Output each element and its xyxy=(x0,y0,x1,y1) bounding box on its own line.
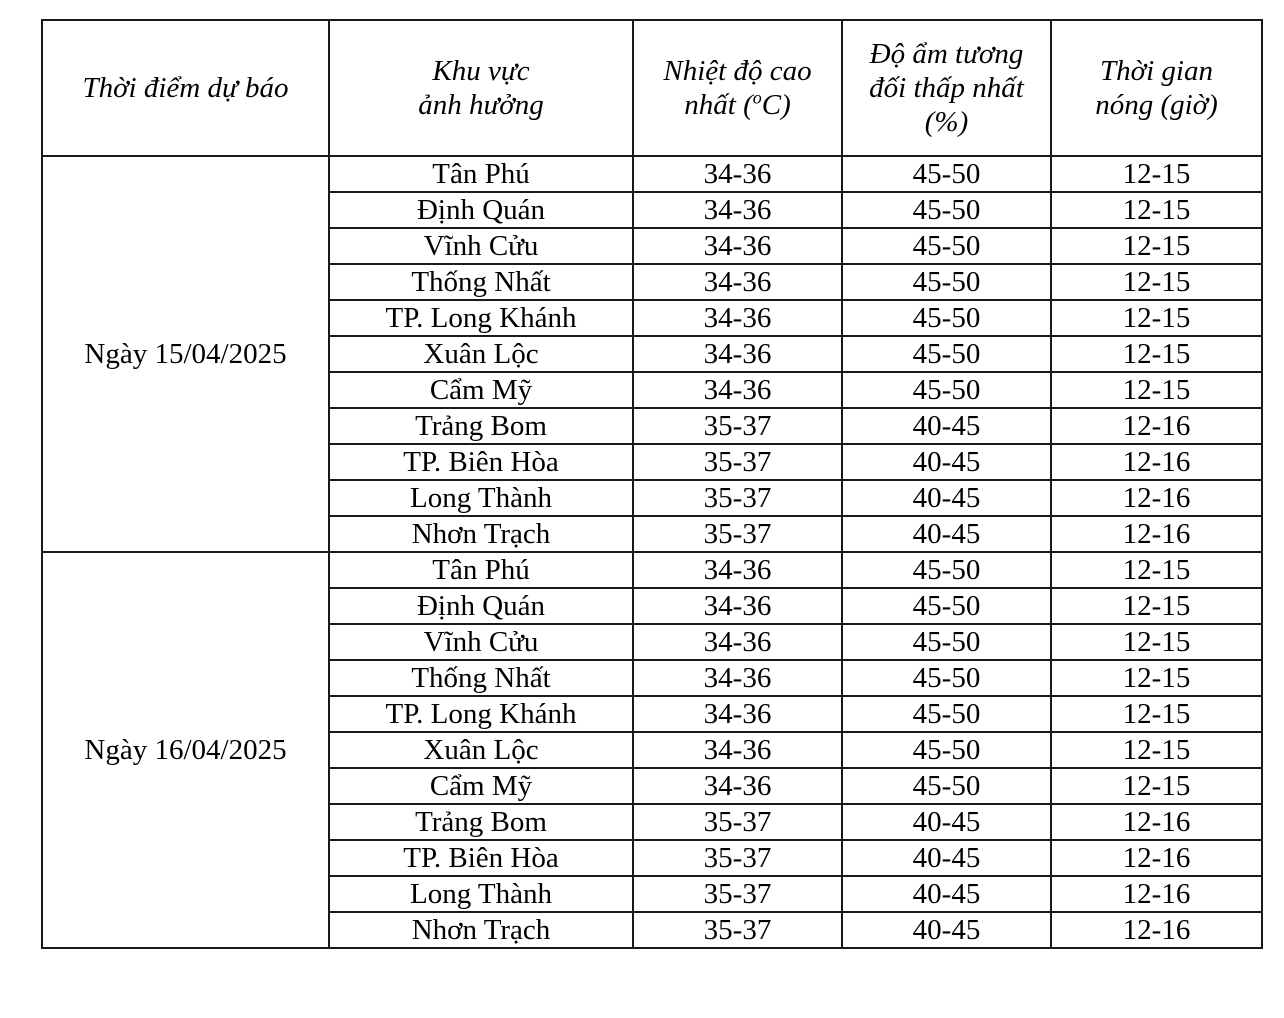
humidity-cell: 40-45 xyxy=(842,804,1051,840)
temperature-cell: 34-36 xyxy=(633,624,842,660)
temperature-cell: 34-36 xyxy=(633,696,842,732)
header-min-humidity: Độ ẩm tương đối thấp nhất (%) xyxy=(842,20,1051,156)
heat-hours-cell: 12-15 xyxy=(1051,336,1262,372)
temperature-cell: 34-36 xyxy=(633,768,842,804)
area-cell: Trảng Bom xyxy=(329,804,633,840)
humidity-cell: 45-50 xyxy=(842,372,1051,408)
humidity-cell: 45-50 xyxy=(842,156,1051,192)
temperature-cell: 34-36 xyxy=(633,552,842,588)
heat-hours-cell: 12-16 xyxy=(1051,444,1262,480)
humidity-cell: 40-45 xyxy=(842,444,1051,480)
temperature-cell: 34-36 xyxy=(633,300,842,336)
humidity-cell: 40-45 xyxy=(842,840,1051,876)
temperature-cell: 35-37 xyxy=(633,912,842,948)
area-cell: Thống Nhất xyxy=(329,660,633,696)
temperature-cell: 34-36 xyxy=(633,336,842,372)
temperature-cell: 35-37 xyxy=(633,516,842,552)
header-max-temperature: Nhiệt độ cao nhất ($^o$C) xyxy=(633,20,842,156)
humidity-cell: 40-45 xyxy=(842,912,1051,948)
area-cell: Tân Phú xyxy=(329,156,633,192)
heat-hours-cell: 12-15 xyxy=(1051,732,1262,768)
heat-forecast-table xyxy=(41,19,1263,949)
area-cell: Định Quán xyxy=(329,588,633,624)
area-cell: Thống Nhất xyxy=(329,264,633,300)
header-forecast-time: Thời điểm dự báo xyxy=(42,20,329,156)
humidity-cell: 45-50 xyxy=(842,192,1051,228)
area-cell: Định Quán xyxy=(329,192,633,228)
humidity-cell: 45-50 xyxy=(842,660,1051,696)
temperature-cell: 35-37 xyxy=(633,408,842,444)
area-cell: TP. Long Khánh xyxy=(329,300,633,336)
humidity-cell: 40-45 xyxy=(842,876,1051,912)
heat-hours-cell: 12-16 xyxy=(1051,840,1262,876)
temperature-cell: 35-37 xyxy=(633,804,842,840)
area-cell: Cẩm Mỹ xyxy=(329,372,633,408)
heat-hours-cell: 12-16 xyxy=(1051,516,1262,552)
area-cell: Nhơn Trạch xyxy=(329,516,633,552)
table-row xyxy=(42,552,1262,588)
heat-hours-cell: 12-15 xyxy=(1051,768,1262,804)
temperature-cell: 35-37 xyxy=(633,480,842,516)
area-cell: Tân Phú xyxy=(329,552,633,588)
heat-hours-cell: 12-16 xyxy=(1051,912,1262,948)
area-cell: TP. Biên Hòa xyxy=(329,444,633,480)
forecast-date-cell: Ngày 15/04/2025 xyxy=(42,156,329,552)
humidity-cell: 45-50 xyxy=(842,732,1051,768)
humidity-cell: 45-50 xyxy=(842,624,1051,660)
area-cell: TP. Long Khánh xyxy=(329,696,633,732)
heat-hours-cell: 12-16 xyxy=(1051,480,1262,516)
humidity-cell: 40-45 xyxy=(842,516,1051,552)
header-heat-duration: Thời gian nóng (giờ) xyxy=(1051,20,1262,156)
heat-hours-cell: 12-15 xyxy=(1051,660,1262,696)
header-affected-area: Khu vực ảnh hưởng xyxy=(329,20,633,156)
temperature-cell: 34-36 xyxy=(633,192,842,228)
area-cell: Vĩnh Cửu xyxy=(329,624,633,660)
temperature-cell: 35-37 xyxy=(633,876,842,912)
heat-hours-cell: 12-15 xyxy=(1051,300,1262,336)
temperature-cell: 34-36 xyxy=(633,732,842,768)
temperature-cell: 35-37 xyxy=(633,840,842,876)
heat-hours-cell: 12-15 xyxy=(1051,552,1262,588)
heat-hours-cell: 12-15 xyxy=(1051,264,1262,300)
heat-hours-cell: 12-16 xyxy=(1051,408,1262,444)
table-row xyxy=(42,156,1262,192)
area-cell: Long Thành xyxy=(329,480,633,516)
heat-hours-cell: 12-15 xyxy=(1051,192,1262,228)
heat-hours-cell: 12-16 xyxy=(1051,804,1262,840)
humidity-cell: 45-50 xyxy=(842,264,1051,300)
humidity-cell: 45-50 xyxy=(842,768,1051,804)
heat-hours-cell: 12-15 xyxy=(1051,624,1262,660)
temperature-cell: 34-36 xyxy=(633,660,842,696)
forecast-date-cell: Ngày 16/04/2025 xyxy=(42,552,329,948)
humidity-cell: 45-50 xyxy=(842,696,1051,732)
humidity-cell: 40-45 xyxy=(842,408,1051,444)
humidity-cell: 45-50 xyxy=(842,336,1051,372)
temperature-cell: 34-36 xyxy=(633,264,842,300)
temperature-cell: 34-36 xyxy=(633,156,842,192)
humidity-cell: 45-50 xyxy=(842,300,1051,336)
humidity-cell: 45-50 xyxy=(842,588,1051,624)
temperature-cell: 34-36 xyxy=(633,372,842,408)
humidity-cell: 40-45 xyxy=(842,480,1051,516)
heat-hours-cell: 12-16 xyxy=(1051,876,1262,912)
humidity-cell: 45-50 xyxy=(842,228,1051,264)
area-cell: Trảng Bom xyxy=(329,408,633,444)
temperature-cell: 34-36 xyxy=(633,588,842,624)
heat-hours-cell: 12-15 xyxy=(1051,696,1262,732)
area-cell: Long Thành xyxy=(329,876,633,912)
table-body xyxy=(42,156,1262,948)
area-cell: TP. Biên Hòa xyxy=(329,840,633,876)
area-cell: Nhơn Trạch xyxy=(329,912,633,948)
heat-hours-cell: 12-15 xyxy=(1051,372,1262,408)
area-cell: Xuân Lộc xyxy=(329,732,633,768)
temperature-cell: 34-36 xyxy=(633,228,842,264)
humidity-cell: 45-50 xyxy=(842,552,1051,588)
heat-hours-cell: 12-15 xyxy=(1051,156,1262,192)
area-cell: Xuân Lộc xyxy=(329,336,633,372)
header-row xyxy=(42,20,1262,156)
area-cell: Vĩnh Cửu xyxy=(329,228,633,264)
heat-hours-cell: 12-15 xyxy=(1051,588,1262,624)
temperature-cell: 35-37 xyxy=(633,444,842,480)
heat-hours-cell: 12-15 xyxy=(1051,228,1262,264)
area-cell: Cẩm Mỹ xyxy=(329,768,633,804)
